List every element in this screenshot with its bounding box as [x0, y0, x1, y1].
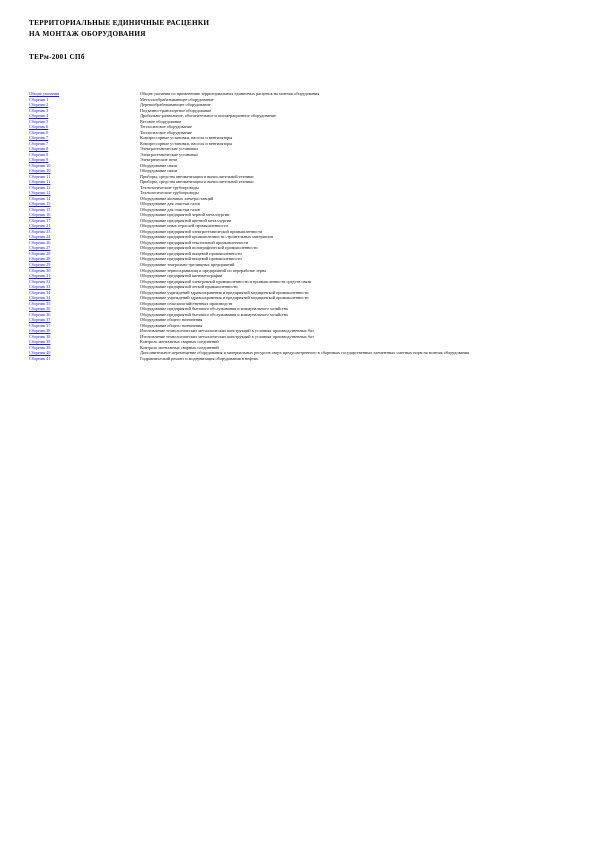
- toc-description: Компрессорные установки, насосы и вентиляторы: [140, 135, 233, 141]
- toc-link[interactable]: Сборник 6: [29, 124, 49, 130]
- document-title-line-1: ТЕРРИТОРИАЛЬНЫЕ ЕДИНИЧНЫЕ РАСЦЕНКИ: [29, 19, 210, 27]
- toc-link[interactable]: Сборник 28: [29, 256, 51, 262]
- toc-link[interactable]: Сборник 7: [29, 140, 49, 146]
- toc-link[interactable]: Сборник 37: [29, 322, 51, 328]
- toc-link[interactable]: Сборник 32: [29, 278, 51, 284]
- toc-description: Контроль монтажных сварных соединений: [140, 344, 219, 350]
- toc-link[interactable]: Сборник 35: [29, 300, 51, 306]
- toc-description: Технологические трубопроводы: [140, 184, 199, 190]
- toc-description: Металлообрабатывающее оборудование: [140, 96, 214, 102]
- toc-link[interactable]: Сборник 10: [29, 168, 51, 174]
- toc-description: Электрические печи: [140, 157, 178, 163]
- toc-description: Оборудование предприятий кинематографии: [140, 273, 223, 279]
- toc-description: Оборудование atomных электростанций: [140, 195, 214, 201]
- toc-link[interactable]: Сборник 34: [29, 289, 51, 295]
- toc-description: Теплосиловое оборудование: [140, 129, 192, 135]
- toc-description: Электротехнические установки: [140, 146, 198, 152]
- toc-link[interactable]: Сборник 29: [29, 261, 51, 267]
- toc-description: Электротехнические установки: [140, 151, 198, 157]
- toc-description: Оборудование предприятий легкой промышленности: [140, 284, 238, 290]
- toc-description: Контроль монтажных сварных соединений: [140, 339, 219, 345]
- toc-description: Подъемно-транспортное оборудование: [140, 107, 212, 113]
- toc-description: Общие указания по применению территориальных единичных расценок на монтаж оборудования: [140, 91, 320, 96]
- toc-description: Оборудование общего назначения: [140, 322, 203, 328]
- toc-link[interactable]: Сборник 15: [29, 201, 51, 207]
- table-of-contents: [29, 91, 569, 361]
- toc-description: Оборудование предприятий бытового обслуживания и коммунального хозяйства: [140, 306, 288, 312]
- toc-link[interactable]: Сборник 11: [29, 179, 51, 185]
- toc-link[interactable]: Общие указания: [29, 91, 60, 96]
- toc-link[interactable]: Сборник 8: [29, 146, 49, 152]
- toc-description: Оборудование связи: [140, 168, 178, 174]
- toc-link[interactable]: Сборник 2: [29, 102, 49, 108]
- toc-description: Весовое оборудование: [140, 118, 182, 124]
- toc-description: Оборудование учреждений здравоохранения и предприятий медицинской промышленности: [140, 289, 309, 295]
- toc-link[interactable]: Сборник 36: [29, 306, 51, 312]
- toc-description: Оборудование предприятий промышленности строительных материалов: [140, 234, 274, 240]
- toc-link[interactable]: Сборник 9: [29, 157, 49, 163]
- toc-description: Деревообрабатывающее оборудование: [140, 102, 211, 108]
- toc-link[interactable]: Сборник 23: [29, 228, 51, 234]
- toc-link[interactable]: Сборник 7: [29, 135, 49, 141]
- toc-link[interactable]: Сборник 27: [29, 245, 51, 251]
- toc-description: Технологические трубопроводы: [140, 190, 199, 196]
- toc-link[interactable]: Сборник 39: [29, 339, 51, 345]
- toc-description: Оборудование иных отраслей промышленности: [140, 223, 228, 229]
- toc-link[interactable]: Сборник 30: [29, 267, 51, 273]
- toc-link[interactable]: Сборник 16: [29, 212, 51, 218]
- toc-link[interactable]: Сборник 1: [29, 96, 49, 102]
- toc-description: Оборудование предприятий текстильной промышленности: [140, 239, 249, 245]
- toc-link[interactable]: Сборник 10: [29, 162, 51, 168]
- toc-link[interactable]: Сборник 11: [29, 173, 51, 179]
- toc-description: Оборудование связи: [140, 162, 178, 168]
- document-title-line-2: НА МОНТАЖ ОБОРУДОВАНИЯ: [29, 30, 146, 38]
- toc-link[interactable]: Сборник 5: [29, 118, 49, 124]
- toc-link[interactable]: Сборник 34: [29, 295, 51, 301]
- toc-link[interactable]: Сборник 6: [29, 129, 49, 135]
- toc-link[interactable]: Сборник 4: [29, 113, 49, 119]
- toc-description: Оборудование для очистки газов: [140, 206, 200, 212]
- toc-description: Оборудование сельскохозяйственных производств: [140, 300, 233, 306]
- toc-link[interactable]: Сборник 3: [29, 107, 49, 113]
- toc-description: Оборудование предприятий электротехнической промышленности: [140, 228, 263, 234]
- toc-link[interactable]: Сборник 38: [29, 333, 51, 339]
- toc-description: Оборудование предприятий бытового обслуживания и коммунального хозяйства: [140, 311, 288, 317]
- toc-link[interactable]: Сборник 8: [29, 151, 49, 157]
- toc-link[interactable]: Сборник 12: [29, 184, 51, 190]
- toc-row: [29, 356, 569, 362]
- toc-link[interactable]: Сборник 15: [29, 206, 51, 212]
- toc-description: Дополнительное перемещение оборудования и материальных ресурсов сверх предусмотренного в сборниках государственных элементных сметных норм на монтаж оборудования: [140, 350, 470, 356]
- toc-description: Оборудование предприятий черной металлургии: [140, 212, 230, 218]
- document-subtitle: ТЕРм-2001 СПб: [29, 53, 85, 61]
- toc-description: Оборудование предприятий полиграфической промышленности: [140, 245, 258, 251]
- toc-link[interactable]: Сборник 33: [29, 284, 51, 290]
- toc-link[interactable]: Сборник 12: [29, 190, 51, 196]
- toc-description: Оборудование зерноохранилищ и предприятий по переработке зерна: [140, 267, 267, 273]
- toc-description: Оборудование театрально-зрелищных предприятий: [140, 261, 235, 267]
- toc-description: Изготовление технологических металлических конструкций в условиях производственных баз: [140, 328, 314, 334]
- toc-link[interactable]: Сборник 38: [29, 328, 51, 334]
- toc-description: Дробильно-размольное, обогатительное и агломерационное оборудование: [140, 113, 276, 119]
- toc-link[interactable]: Сборник 39: [29, 344, 51, 350]
- toc-description: Оборудование предприятий цветной металлургии: [140, 217, 232, 223]
- toc-link[interactable]: Сборник 28: [29, 250, 51, 256]
- toc-link[interactable]: Сборник 40: [29, 350, 51, 356]
- toc-link[interactable]: Сборник 17: [29, 217, 51, 223]
- toc-description: Оборудование учреждений здравоохранения и предприятий медицинской промышленности: [140, 295, 309, 301]
- toc-description: Компрессорные установки, насосы и вентиляторы: [140, 140, 233, 146]
- toc-description: Приборы, средства автоматизации и вычислительной техники: [140, 179, 254, 185]
- toc-description: Оборудование предприятий электронной промышленности и промышленности средств связи: [140, 278, 312, 284]
- toc-link[interactable]: Сборник 36: [29, 311, 51, 317]
- toc-description: Оборудование предприятий пищевой промышленности: [140, 256, 242, 262]
- toc-link[interactable]: Сборник 24: [29, 234, 51, 240]
- toc-description: Изготовление технологических металлических конструкций в условиях производственных баз: [140, 333, 314, 339]
- toc-link[interactable]: Сборник 26: [29, 239, 51, 245]
- toc-link[interactable]: Сборник 14: [29, 195, 51, 201]
- toc-description: Приборы, средства автоматизации и вычислительной техники: [140, 173, 254, 179]
- toc-link[interactable]: Сборник 21: [29, 223, 51, 229]
- toc-description: Оборудование общего назначения: [140, 317, 203, 323]
- toc-link[interactable]: Сборник 41: [29, 355, 51, 361]
- toc-description: Теплосиловое оборудование: [140, 124, 192, 130]
- toc-description: Оборудование для очистки газов: [140, 201, 200, 207]
- toc-link[interactable]: Сборник 37: [29, 317, 51, 323]
- toc-description: Оборудование предприятий пищевой промышленности: [140, 250, 242, 256]
- toc-description: Гидравлический ремонт и модернизация оборудования в нефтях: [140, 355, 258, 361]
- toc-link[interactable]: Сборник 31: [29, 273, 51, 279]
